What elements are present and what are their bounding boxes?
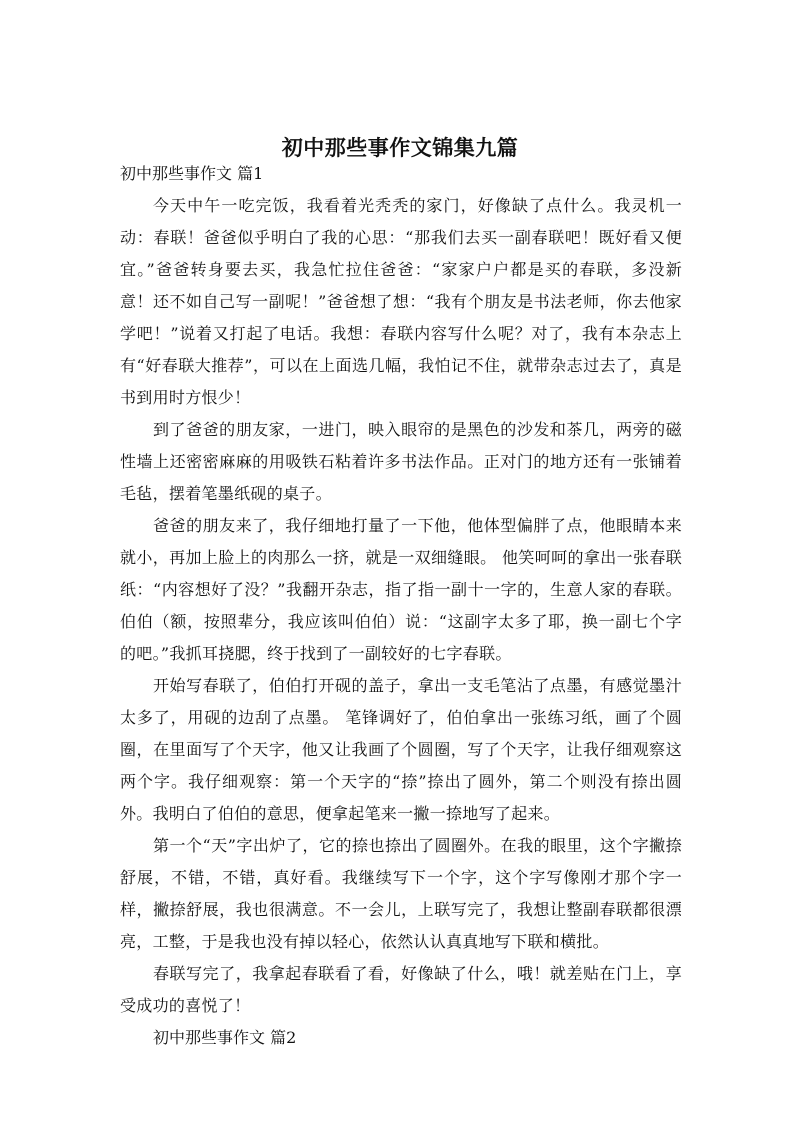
paragraph: 春联写完了，我拿起春联看了看，好像缺了什么，哦！就差贴在门上，享受成功的喜悦了！ (120, 964, 682, 1015)
paragraph: 开始写春联了，伯伯打开砚的盖子，拿出一支毛笔沾了点墨，有感觉墨汁太多了，用砚的边刮了点墨。 笔锋调好了，伯伯拿出一张练习纸，画了个圆圈，在里面写了个天字，他又让我画了个圆圈，写了个天字，让我仔细观察这两个字。我仔细观察：第一个天字的“捺”捺出了圆外，第二个则没有捺出圆外。我明白了伯伯的意思，便拿起笔来一撇一捺地写了起来。 (120, 676, 682, 823)
document-title: 初中那些事作文锦集九篇 (281, 136, 519, 161)
paragraph: 今天中午一吃完饭，我看着光秃秃的家门，好像缺了点什么。我灵机一动：春联！爸爸似乎明白了我的心思：“那我们去买一副春联吧！既好看又便宜。”爸爸转身要去买，我急忙拉住爸爸：“家家户户都是买的春联，多没新意！还不如自己写一副呢！”爸爸想了想：“我有个朋友是书法老师，你去他家学吧！”说着又打起了电话。我想：春联内容写什么呢？对了，我有本杂志上有“好春联大推荐”，可以在上面选几幅，我怕记不住，就带杂志过去了，真是书到用时方恨少！ (120, 196, 682, 407)
section-heading-1: 初中那些事作文 篇1 (120, 164, 264, 183)
paragraph: 到了爸爸的朋友家，一进门，映入眼帘的是黑色的沙发和茶几，两旁的磁性墙上还密密麻麻的用吸铁石粘着许多书法作品。正对门的地方还有一张铺着毛毡，摆着笔墨纸砚的桌子。 (120, 420, 682, 503)
document-body (120, 158, 682, 1054)
section-heading-2: 初中那些事作文 篇2 (153, 1028, 297, 1047)
paragraph: 爸爸的朋友来了，我仔细地打量了一下他，他体型偏胖了点，他眼睛本来就小，再加上脸上的肉那么一挤，就是一双细缝眼。 他笑呵呵的拿出一张春联纸：“内容想好了没？”我翻开杂志，指了指一副十一字的，生意人家的春联。伯伯（额，按照辈分，我应该叫伯伯）说：“这副字太多了耶，换一副七个字的吧。”我抓耳挠腮，终于找到了一副较好的七字春联。 (120, 516, 682, 663)
paragraph: 第一个“天”字出炉了，它的捺也捺出了圆圈外。在我的眼里，这个字撇捺舒展，不错，不错，真好看。我继续写下一个字，这个字写像刚才那个字一样，撇捺舒展，我也很满意。不一会儿，上联写完了，我想让整副春联都很漂亮，工整，于是我也没有掉以轻心，依然认认真真地写下联和横批。 (120, 836, 682, 951)
